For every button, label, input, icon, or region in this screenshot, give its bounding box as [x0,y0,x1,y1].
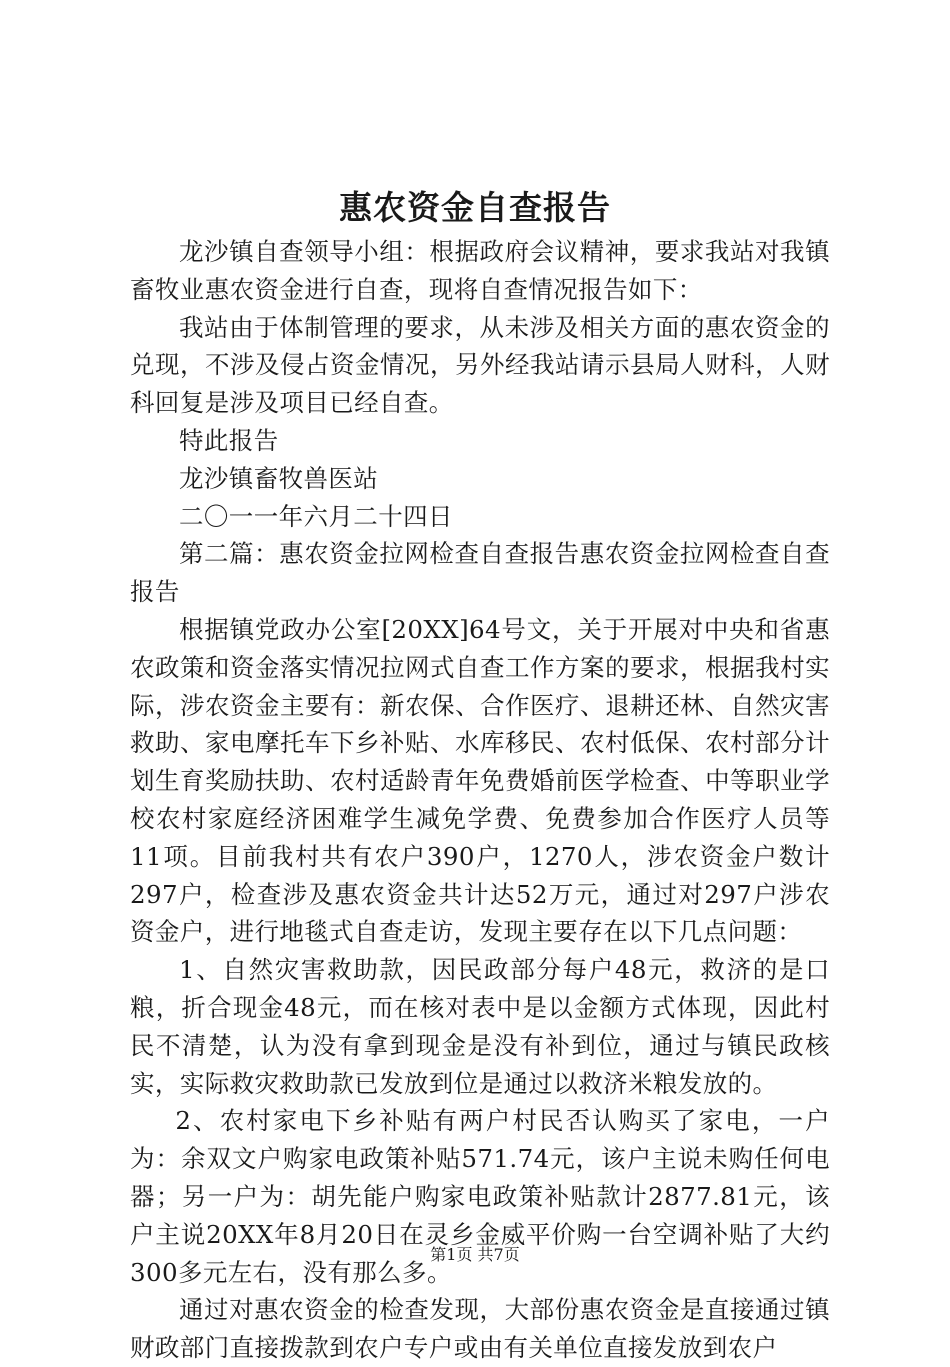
document-body [130,233,830,1367]
paragraph-closing: 特此报告 [179,425,279,455]
paragraph-date: 二〇一一年六月二十四日 [179,501,453,531]
paragraph-part-two-heading: 第二篇：惠农资金拉网检查自查报告惠农资金拉网检查自查报告 [130,539,830,607]
paragraph-issue-1: 1、自然灾害救助款，因民政部分每户48元，救济的是口粮，折合现金48元，而在核对表中是以金额方式体现，因此村民不清楚，认为没有拿到现金是没有补到位，通过与镇民政核实，实际救灾救助款已发放到位是通过以救济米粮发放的。 [130,955,830,1098]
page-indicator: 第1页 共7页 [430,1245,520,1264]
paragraph-basis: 根据镇党政办公室[20XX]64号文，关于开展对中央和省惠农政策和资金落实情况拉网式自查工作方案的要求，根据我村实际，涉农资金主要有：新农保、合作医疗、退耕还林、自然灾害救助、家电摩托车下乡补贴、水库移民、农村低保、农村部分计划生育奖励扶助、农村适龄青年免费婚前医学检查、中等职业学校农村家庭经济困难学生减免学费、免费参加合作医疗人员等11项。目前我村共有农户390户，1270人，涉农资金户数计297户，检查涉及惠农资金共计达52万元，通过对297户涉农资金户，进行地毯式自查走访，发现主要存在以下几点问题： [130,614,830,947]
paragraph-findings: 通过对惠农资金的检查发现，大部份惠农资金是直接通过镇财政部门直接拨款到农户专户或由有关单位直接发放到农户 [130,1295,830,1363]
paragraph-signature: 龙沙镇畜牧兽医站 [179,463,379,493]
paragraph-issue-2: 2、农村家电下乡补贴有两户村民否认购买了家电，一户为：余双文户购家电政策补贴571.74元，该户主说未购任何电器；另一户为：胡先能户购家电政策补贴款计2877.81元，该户主说20XX年8月20日在灵乡金威平价购一台空调补贴了大约300多元左右，没有那么多。 [130,1106,830,1287]
paragraph-intro: 龙沙镇自查领导小组：根据政府会议精神，要求我站对我镇畜牧业惠农资金进行自查，现将自查情况报告如下： [130,237,830,304]
document-title: 惠农资金自查报告 [339,188,611,227]
paragraph-situation: 我站由于体制管理的要求，从未涉及相关方面的惠农资金的兑现，不涉及侵占资金情况，另外经我站请示县局人财科，人财科回复是涉及项目已经自查。 [130,312,830,418]
